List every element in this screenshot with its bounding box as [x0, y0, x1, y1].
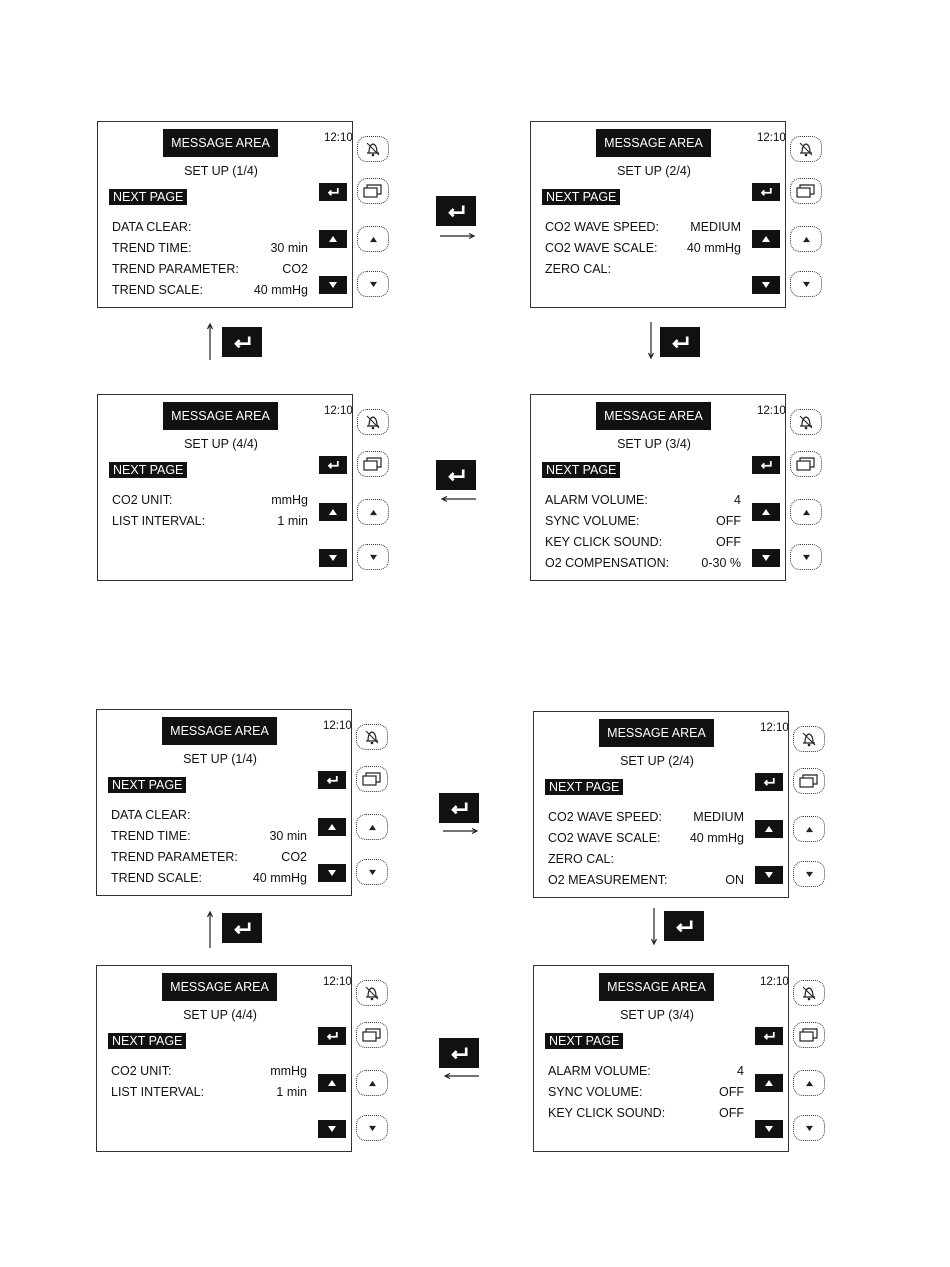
- clock-display: 12:10: [324, 132, 353, 144]
- flow-right-arrow: [440, 233, 476, 239]
- setting-row[interactable]: [111, 828, 307, 845]
- setting-row[interactable]: [548, 872, 744, 889]
- setting-value: OFF: [716, 514, 741, 528]
- down-button[interactable]: [357, 544, 389, 570]
- page-button[interactable]: [793, 1022, 825, 1048]
- setting-label: TREND TIME:: [111, 829, 191, 843]
- setting-row[interactable]: [112, 240, 308, 257]
- up-button[interactable]: [356, 1070, 388, 1096]
- setup-screen: [530, 394, 786, 581]
- alarm-silence-button[interactable]: [356, 980, 388, 1006]
- setting-row[interactable]: [545, 219, 741, 236]
- setup-page-title: SET UP (3/4): [617, 437, 691, 451]
- alarm-bell-icon: [797, 413, 815, 431]
- setting-row[interactable]: [548, 851, 744, 868]
- setting-value: 40 mmHg: [253, 283, 308, 297]
- up-arrow-icon: [764, 1079, 774, 1087]
- enter-key-icon: [761, 1031, 777, 1041]
- clock-display: 12:10: [757, 132, 786, 144]
- setting-label: ALARM VOLUME:: [545, 493, 648, 507]
- down-arrow-icon: [328, 281, 338, 289]
- message-area: MESSAGE AREA: [162, 717, 277, 745]
- setting-value: 4: [737, 1064, 744, 1078]
- alarm-bell-icon: [800, 730, 818, 748]
- pages-icon: [796, 184, 816, 198]
- enter-softkey[interactable]: [755, 773, 783, 791]
- down-arrow-icon: [802, 281, 811, 288]
- setup-page-title: SET UP (3/4): [620, 1008, 694, 1022]
- next-page-item[interactable]: NEXT PAGE: [108, 1033, 186, 1049]
- setting-row[interactable]: [112, 219, 308, 236]
- down-arrow-icon: [328, 554, 338, 562]
- alarm-silence-button[interactable]: [356, 724, 388, 750]
- up-arrow-icon: [327, 823, 337, 831]
- up-arrow-icon: [328, 508, 338, 516]
- enter-key-icon: [758, 460, 774, 470]
- setting-row[interactable]: [111, 807, 307, 824]
- up-softkey[interactable]: [752, 503, 780, 521]
- setup-page-title: SET UP (2/4): [617, 164, 691, 178]
- flow-enter-key: [222, 327, 262, 357]
- down-softkey[interactable]: [318, 1120, 346, 1138]
- alarm-silence-button[interactable]: [790, 136, 822, 162]
- flow-enter-key: [439, 793, 479, 823]
- down-arrow-icon: [764, 871, 774, 879]
- setting-value: OFF: [719, 1085, 744, 1099]
- up-softkey[interactable]: [319, 230, 347, 248]
- clock-display: 12:10: [323, 720, 352, 732]
- flow-arrow: [440, 233, 476, 239]
- up-arrow-icon: [805, 826, 814, 833]
- clock-display: 12:10: [760, 722, 789, 734]
- up-arrow-icon: [328, 235, 338, 243]
- message-area: MESSAGE AREA: [596, 129, 711, 157]
- flow-enter-key: [222, 913, 262, 943]
- setup-page-title: SET UP (1/4): [184, 164, 258, 178]
- up-arrow-icon: [761, 508, 771, 516]
- down-arrow-icon: [761, 554, 771, 562]
- down-arrow-icon: [327, 869, 337, 877]
- setting-label: CO2 WAVE SCALE:: [548, 831, 661, 845]
- setting-label: DATA CLEAR:: [112, 220, 192, 234]
- next-page-item[interactable]: NEXT PAGE: [545, 779, 623, 795]
- up-button[interactable]: [357, 226, 389, 252]
- setting-label: ALARM VOLUME:: [548, 1064, 651, 1078]
- enter-softkey[interactable]: [752, 183, 780, 201]
- setting-label: CO2 UNIT:: [112, 493, 173, 507]
- down-softkey[interactable]: [752, 276, 780, 294]
- enter-key-icon: [668, 335, 692, 350]
- setting-label: TREND SCALE:: [111, 871, 202, 885]
- down-arrow-icon: [368, 869, 377, 876]
- clock-display: 12:10: [760, 976, 789, 988]
- alarm-silence-button[interactable]: [793, 726, 825, 752]
- setting-row[interactable]: [112, 513, 308, 530]
- down-button[interactable]: [357, 271, 389, 297]
- setting-label: TREND TIME:: [112, 241, 192, 255]
- down-softkey[interactable]: [755, 866, 783, 884]
- setting-value: 30 min: [269, 829, 307, 843]
- flow-up-arrow: [207, 322, 213, 360]
- pages-icon: [363, 184, 383, 198]
- setting-row[interactable]: [111, 1084, 307, 1101]
- flow-enter-key: [660, 327, 700, 357]
- setting-value: ON: [725, 873, 744, 887]
- setting-row[interactable]: [111, 870, 307, 887]
- up-button[interactable]: [790, 226, 822, 252]
- setup-screen: [96, 709, 352, 896]
- pages-icon: [362, 772, 382, 786]
- up-softkey[interactable]: [755, 1074, 783, 1092]
- setting-value: OFF: [716, 535, 741, 549]
- setting-row[interactable]: [548, 809, 744, 826]
- alarm-silence-button[interactable]: [790, 409, 822, 435]
- up-button[interactable]: [793, 816, 825, 842]
- up-button[interactable]: [357, 499, 389, 525]
- setting-value: 1 min: [277, 514, 308, 528]
- message-area: MESSAGE AREA: [162, 973, 277, 1001]
- message-area: MESSAGE AREA: [163, 129, 278, 157]
- setting-row[interactable]: [545, 534, 741, 551]
- pages-icon: [363, 457, 383, 471]
- setting-label: O2 COMPENSATION:: [545, 556, 670, 570]
- setting-label: SYNC VOLUME:: [548, 1085, 643, 1099]
- page-button[interactable]: [356, 766, 388, 792]
- alarm-bell-icon: [363, 984, 381, 1002]
- enter-key-icon: [444, 468, 468, 483]
- setup-page-title: SET UP (4/4): [183, 1008, 257, 1022]
- message-area: MESSAGE AREA: [599, 719, 714, 747]
- enter-key-icon: [447, 801, 471, 816]
- up-button[interactable]: [356, 814, 388, 840]
- setting-row[interactable]: [545, 513, 741, 530]
- setting-label: DATA CLEAR:: [111, 808, 191, 822]
- message-area: MESSAGE AREA: [596, 402, 711, 430]
- alarm-silence-button[interactable]: [793, 980, 825, 1006]
- setting-value: 40 mmHg: [686, 241, 741, 255]
- flow-arrow: [443, 1073, 479, 1079]
- flow-down-arrow: [651, 908, 657, 946]
- enter-key-icon: [324, 1031, 340, 1041]
- pages-icon: [796, 457, 816, 471]
- enter-key-icon: [230, 335, 254, 350]
- alarm-silence-button[interactable]: [357, 409, 389, 435]
- setting-label: CO2 WAVE SPEED:: [548, 810, 662, 824]
- setting-label: TREND SCALE:: [112, 283, 203, 297]
- setting-value: MEDIUM: [693, 810, 744, 824]
- up-softkey[interactable]: [755, 820, 783, 838]
- down-arrow-icon: [802, 554, 811, 561]
- message-area: MESSAGE AREA: [599, 973, 714, 1001]
- setting-row[interactable]: [548, 1063, 744, 1080]
- setting-value: MEDIUM: [690, 220, 741, 234]
- down-button[interactable]: [790, 271, 822, 297]
- down-softkey[interactable]: [318, 864, 346, 882]
- up-softkey[interactable]: [318, 818, 346, 836]
- setup-screen: [97, 121, 353, 308]
- up-arrow-icon: [369, 236, 378, 243]
- down-arrow-icon: [369, 554, 378, 561]
- up-softkey[interactable]: [752, 230, 780, 248]
- up-arrow-icon: [761, 235, 771, 243]
- down-button[interactable]: [793, 861, 825, 887]
- clock-display: 12:10: [323, 976, 352, 988]
- next-page-item[interactable]: NEXT PAGE: [542, 189, 620, 205]
- flow-right-arrow: [443, 828, 479, 834]
- down-softkey[interactable]: [755, 1120, 783, 1138]
- alarm-bell-icon: [364, 140, 382, 158]
- setting-value: CO2: [282, 262, 308, 276]
- next-page-item[interactable]: NEXT PAGE: [109, 189, 187, 205]
- flow-up-arrow: [207, 910, 213, 948]
- setting-value: 40 mmHg: [689, 831, 744, 845]
- down-arrow-icon: [368, 1125, 377, 1132]
- setting-label: LIST INTERVAL:: [112, 514, 206, 528]
- down-softkey[interactable]: [319, 276, 347, 294]
- next-page-item[interactable]: NEXT PAGE: [545, 1033, 623, 1049]
- enter-key-icon: [444, 204, 468, 219]
- setup-screen: [97, 394, 353, 581]
- setting-value: 30 min: [270, 241, 308, 255]
- enter-key-icon: [672, 919, 696, 934]
- up-button[interactable]: [790, 499, 822, 525]
- enter-key-icon: [758, 187, 774, 197]
- setting-row[interactable]: [548, 1084, 744, 1101]
- setting-value: 40 mmHg: [252, 871, 307, 885]
- setting-label: CO2 UNIT:: [111, 1064, 172, 1078]
- page-button[interactable]: [356, 1022, 388, 1048]
- down-button[interactable]: [356, 859, 388, 885]
- alarm-silence-button[interactable]: [357, 136, 389, 162]
- alarm-bell-icon: [364, 413, 382, 431]
- pages-icon: [362, 1028, 382, 1042]
- flow-left-arrow: [443, 1073, 479, 1079]
- setting-label: TREND PARAMETER:: [111, 850, 238, 864]
- setting-value: OFF: [719, 1106, 744, 1120]
- clock-display: 12:10: [324, 405, 353, 417]
- down-softkey[interactable]: [319, 549, 347, 567]
- down-button[interactable]: [356, 1115, 388, 1141]
- up-button[interactable]: [793, 1070, 825, 1096]
- setup-screen: [530, 121, 786, 308]
- setting-value: mmHg: [270, 1064, 307, 1078]
- enter-key-icon: [230, 921, 254, 936]
- setting-label: CO2 WAVE SCALE:: [545, 241, 658, 255]
- setup-page-title: SET UP (1/4): [183, 752, 257, 766]
- setup-page-title: SET UP (2/4): [620, 754, 694, 768]
- up-arrow-icon: [764, 825, 774, 833]
- clock-display: 12:10: [757, 405, 786, 417]
- page-button[interactable]: [357, 178, 389, 204]
- flow-enter-key: [439, 1038, 479, 1068]
- alarm-bell-icon: [797, 140, 815, 158]
- enter-key-icon: [447, 1046, 471, 1061]
- setting-label: LIST INTERVAL:: [111, 1085, 205, 1099]
- up-arrow-icon: [327, 1079, 337, 1087]
- setting-row[interactable]: [545, 555, 741, 572]
- flow-left-arrow: [440, 496, 476, 502]
- alarm-bell-icon: [800, 984, 818, 1002]
- page-button[interactable]: [793, 768, 825, 794]
- setting-value: 1 min: [276, 1085, 307, 1099]
- setting-row[interactable]: [548, 830, 744, 847]
- enter-softkey[interactable]: [752, 456, 780, 474]
- enter-key-icon: [325, 187, 341, 197]
- setup-page-title: SET UP (4/4): [184, 437, 258, 451]
- setting-row[interactable]: [112, 282, 308, 299]
- setting-row[interactable]: [112, 261, 308, 278]
- setting-value: 4: [734, 493, 741, 507]
- enter-softkey[interactable]: [318, 771, 346, 789]
- enter-key-icon: [325, 460, 341, 470]
- up-arrow-icon: [805, 1080, 814, 1087]
- setting-label: ZERO CAL:: [545, 262, 611, 276]
- setup-screen: [533, 965, 789, 1152]
- flow-arrow: [207, 322, 213, 360]
- down-arrow-icon: [369, 281, 378, 288]
- up-arrow-icon: [368, 1080, 377, 1087]
- enter-softkey[interactable]: [755, 1027, 783, 1045]
- setting-label: KEY CLICK SOUND:: [545, 535, 663, 549]
- next-page-item[interactable]: NEXT PAGE: [542, 462, 620, 478]
- setting-label: TREND PARAMETER:: [112, 262, 239, 276]
- down-arrow-icon: [805, 871, 814, 878]
- setting-label: KEY CLICK SOUND:: [548, 1106, 666, 1120]
- enter-softkey[interactable]: [318, 1027, 346, 1045]
- down-button[interactable]: [790, 544, 822, 570]
- setup-screen: [533, 711, 789, 898]
- setting-value: mmHg: [271, 493, 308, 507]
- flow-arrow: [207, 910, 213, 948]
- down-arrow-icon: [805, 1125, 814, 1132]
- setting-row[interactable]: [111, 849, 307, 866]
- setting-label: CO2 WAVE SPEED:: [545, 220, 659, 234]
- up-arrow-icon: [368, 824, 377, 831]
- flow-enter-key: [436, 460, 476, 490]
- page-button[interactable]: [790, 451, 822, 477]
- enter-softkey[interactable]: [319, 456, 347, 474]
- setting-row[interactable]: [545, 240, 741, 257]
- alarm-bell-icon: [363, 728, 381, 746]
- setting-label: SYNC VOLUME:: [545, 514, 640, 528]
- flow-enter-key: [436, 196, 476, 226]
- pages-icon: [799, 1028, 819, 1042]
- down-arrow-icon: [761, 281, 771, 289]
- down-arrow-icon: [327, 1125, 337, 1133]
- up-softkey[interactable]: [318, 1074, 346, 1092]
- enter-key-icon: [761, 777, 777, 787]
- setting-row[interactable]: [111, 1063, 307, 1080]
- enter-key-icon: [324, 775, 340, 785]
- up-arrow-icon: [802, 236, 811, 243]
- up-arrow-icon: [369, 509, 378, 516]
- setting-row[interactable]: [112, 492, 308, 509]
- message-area: MESSAGE AREA: [163, 402, 278, 430]
- flow-arrow: [440, 496, 476, 502]
- down-arrow-icon: [764, 1125, 774, 1133]
- setting-row[interactable]: [545, 261, 741, 278]
- setting-label: ZERO CAL:: [548, 852, 614, 866]
- down-button[interactable]: [793, 1115, 825, 1141]
- next-page-item[interactable]: NEXT PAGE: [109, 462, 187, 478]
- flow-arrow: [648, 322, 654, 360]
- pages-icon: [799, 774, 819, 788]
- setup-screen: [96, 965, 352, 1152]
- flow-arrow: [443, 828, 479, 834]
- up-softkey[interactable]: [319, 503, 347, 521]
- setting-value: CO2: [281, 850, 307, 864]
- flow-arrow: [651, 908, 657, 946]
- setting-label: O2 MEASUREMENT:: [548, 873, 668, 887]
- setting-value: 0-30 %: [701, 556, 741, 570]
- page-button[interactable]: [790, 178, 822, 204]
- next-page-item[interactable]: NEXT PAGE: [108, 777, 186, 793]
- enter-softkey[interactable]: [319, 183, 347, 201]
- flow-enter-key: [664, 911, 704, 941]
- page-button[interactable]: [357, 451, 389, 477]
- flow-down-arrow: [648, 322, 654, 360]
- up-arrow-icon: [802, 509, 811, 516]
- setting-row[interactable]: [548, 1105, 744, 1122]
- down-softkey[interactable]: [752, 549, 780, 567]
- setting-row[interactable]: [545, 492, 741, 509]
